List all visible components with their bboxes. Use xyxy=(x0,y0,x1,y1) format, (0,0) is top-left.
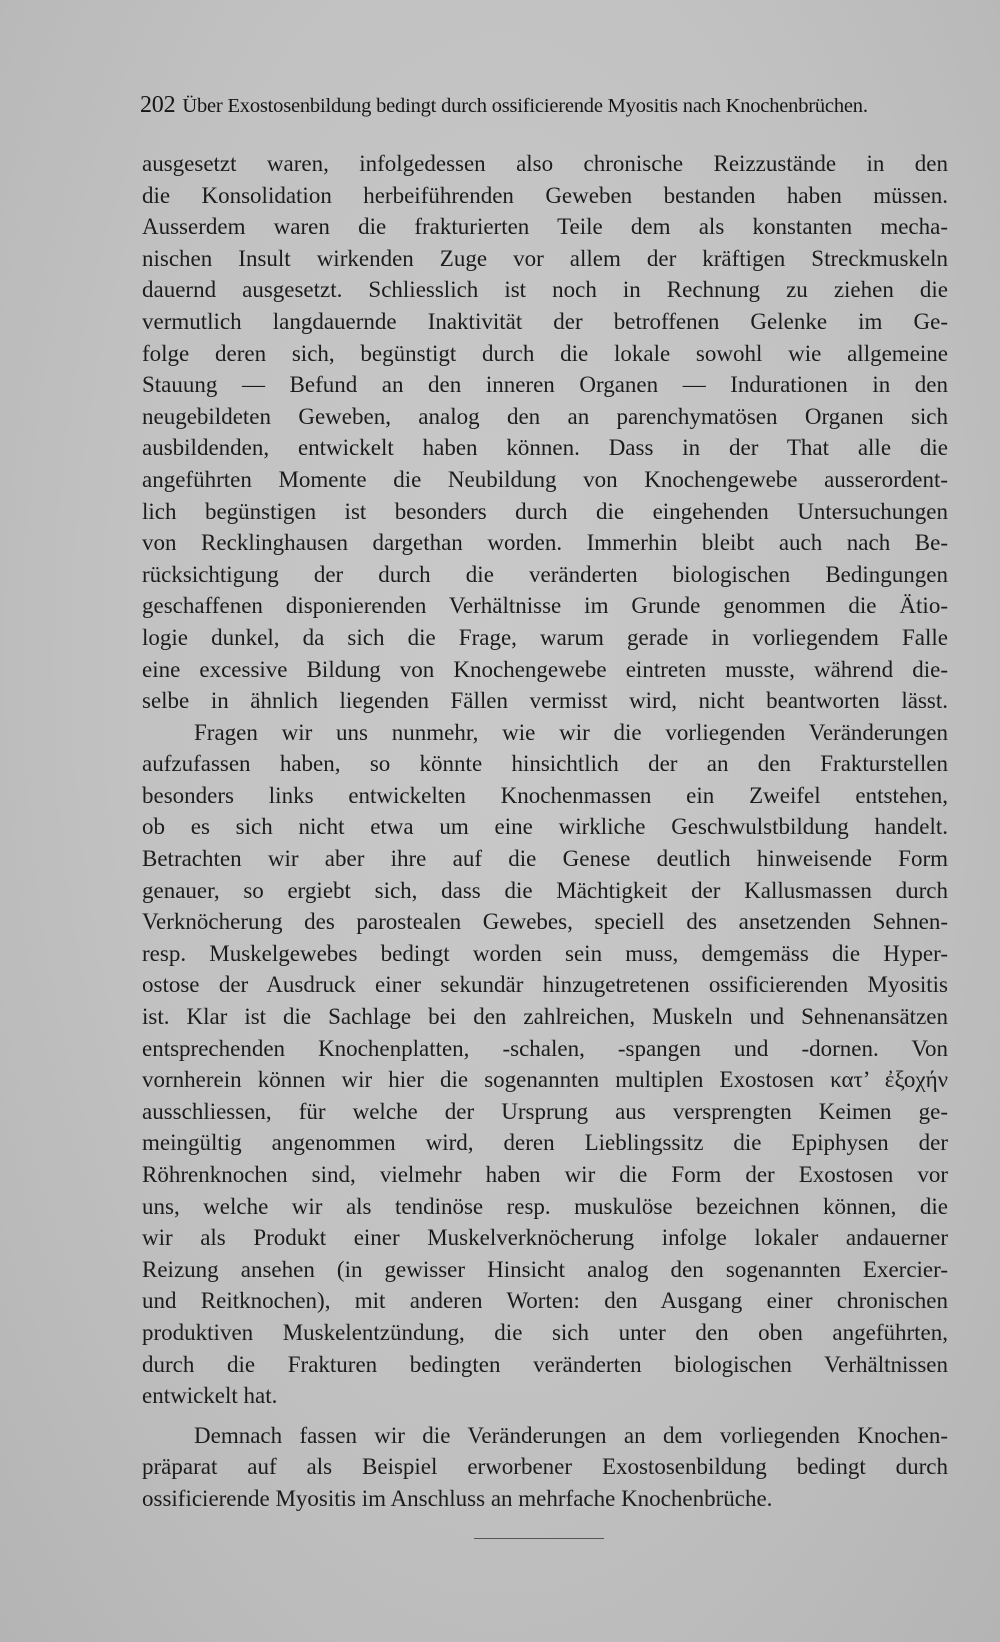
end-rule xyxy=(474,1538,604,1539)
text-line: rücksichtigung der durch die veränderten biologischen Bedingungen xyxy=(142,561,948,587)
text-line: entwickelt hat. xyxy=(142,1383,278,1409)
text-line: Ausserdem waren die frakturierten Teile dem als konstanten mecha- xyxy=(142,214,948,240)
text-line: Röhrenknochen sind, vielmehr haben wir die Form der Exostosen vor xyxy=(142,1162,948,1187)
text-line: Betrachten wir aber ihre auf die Genese deutlich hinweisende Form xyxy=(142,846,948,872)
text-line: besonders links entwickelten Knochenmassen ein Zweifel entstehen, xyxy=(142,782,948,808)
text-line: von Recklinghausen dargethan worden. Immerhin bleibt auch nach Be- xyxy=(142,530,948,556)
text-line: Demnach fassen wir die Veränderungen an dem vorliegenden Knochen- xyxy=(194,1422,948,1448)
text-line: ausbildenden, entwickelt haben können. Dass in der That alle die xyxy=(142,435,948,461)
text-line: und Reitknochen), mit anderen Worten: den Ausgang einer chronischen xyxy=(142,1288,948,1314)
text-line: meingültig angenommen wird, deren Lieblingssitz die Epiphysen der xyxy=(142,1130,948,1156)
text-line: eine excessive Bildung von Knochengewebe eintreten musste, während die- xyxy=(142,656,948,682)
text-line: die Konsolidation herbeiführenden Geweben bestanden haben müssen. xyxy=(142,182,948,208)
text-line: präparat auf als Beispiel erworbener Exostosenbildung bedingt durch xyxy=(142,1454,948,1480)
text-line: ist. Klar ist die Sachlage bei den zahlreichen, Muskeln und Sehnenansätzen xyxy=(142,1004,948,1030)
text-line: ossificierende Myositis im Anschluss an mehrfache Knochenbrüche. xyxy=(142,1485,773,1511)
text-line: ausgesetzt waren, infolgedessen also chronische Reizzustände in den xyxy=(142,151,948,176)
text-line: ob es sich nicht etwa um eine wirkliche Geschwulstbildung handelt. xyxy=(142,814,948,840)
text-line: Reizung ansehen (in gewisser Hinsicht analog den sogenannten Exercier- xyxy=(142,1256,948,1282)
text-line: Fragen wir uns nunmehr, wie wir die vorliegenden Veränderungen xyxy=(194,719,948,745)
text-line: logie dunkel, da sich die Frage, warum gerade in vorliegendem Falle xyxy=(142,624,948,650)
text-line: resp. Muskelgewebes bedingt worden sein muss, demgemäss die Hyper- xyxy=(142,940,948,966)
text-line: nischen Insult wirkenden Zuge vor allem der kräftigen Streckmuskeln xyxy=(142,245,948,271)
text-line: folge deren sich, begünstigt durch die lokale sowohl wie allgemeine xyxy=(142,340,948,366)
text-line: lich begünstigen ist besonders durch die eingehenden Untersuchungen xyxy=(142,498,948,524)
text-line: uns, welche wir als tendinöse resp. muskulöse bezeichnen können, die xyxy=(142,1193,948,1219)
text-line: angeführten Momente die Neubildung von Knochengewebe ausserordent- xyxy=(142,466,948,492)
text-line: ostose der Ausdruck einer sekundär hinzugetretenen ossificierenden Myositis xyxy=(142,972,948,998)
text-line: entsprechenden Knochenplatten, -schalen, -spangen und -dornen. Von xyxy=(142,1035,948,1061)
running-title: Über Exostosenbildung bedingt durch ossificierende Myositis nach Knochenbrüchen. xyxy=(182,95,868,117)
text-line: geschaffenen disponierenden Verhältnisse im Grunde genommen die Ätio- xyxy=(142,593,948,619)
text-line: Verknöcherung des parostealen Gewebes, speciell des ansetzenden Sehnen- xyxy=(142,909,948,935)
text-line: neugebildeten Geweben, analog den an parenchymatösen Organen sich xyxy=(142,403,948,429)
text-line: aufzufassen haben, so könnte hinsichtlich der an den Frakturstellen xyxy=(142,751,948,777)
page-number: 202 xyxy=(140,92,176,118)
text-line: produktiven Muskelentzündung, die sich unter den oben angeführten, xyxy=(142,1319,948,1345)
page-header xyxy=(140,92,950,119)
text-line: wir als Produkt einer Muskelverknöcherung infolge lokaler andauerner xyxy=(142,1225,948,1251)
text-line: Stauung — Befund an den inneren Organen — Indurationen in den xyxy=(142,372,948,398)
body-text xyxy=(142,148,948,1515)
text-line: genauer, so ergiebt sich, dass die Mächtigkeit der Kallusmassen durch xyxy=(142,877,948,903)
text-line: ausschliessen, für welche der Ursprung aus versprengten Keimen ge- xyxy=(142,1098,948,1124)
text-line: vermutlich langdauernde Inaktivität der betroffenen Gelenke im Ge- xyxy=(142,308,948,334)
text-line: dauernd ausgesetzt. Schliesslich ist noch in Rechnung zu ziehen die xyxy=(142,277,948,303)
text-line: durch die Frakturen bedingten veränderten biologischen Verhältnissen xyxy=(142,1351,948,1377)
text-line: selbe in ähnlich liegenden Fällen vermisst wird, nicht beantworten lässt. xyxy=(142,688,948,714)
text-line: vornherein können wir hier die sogenannten multiplen Exostosen κατ’ ἐξοχήν xyxy=(142,1067,948,1093)
